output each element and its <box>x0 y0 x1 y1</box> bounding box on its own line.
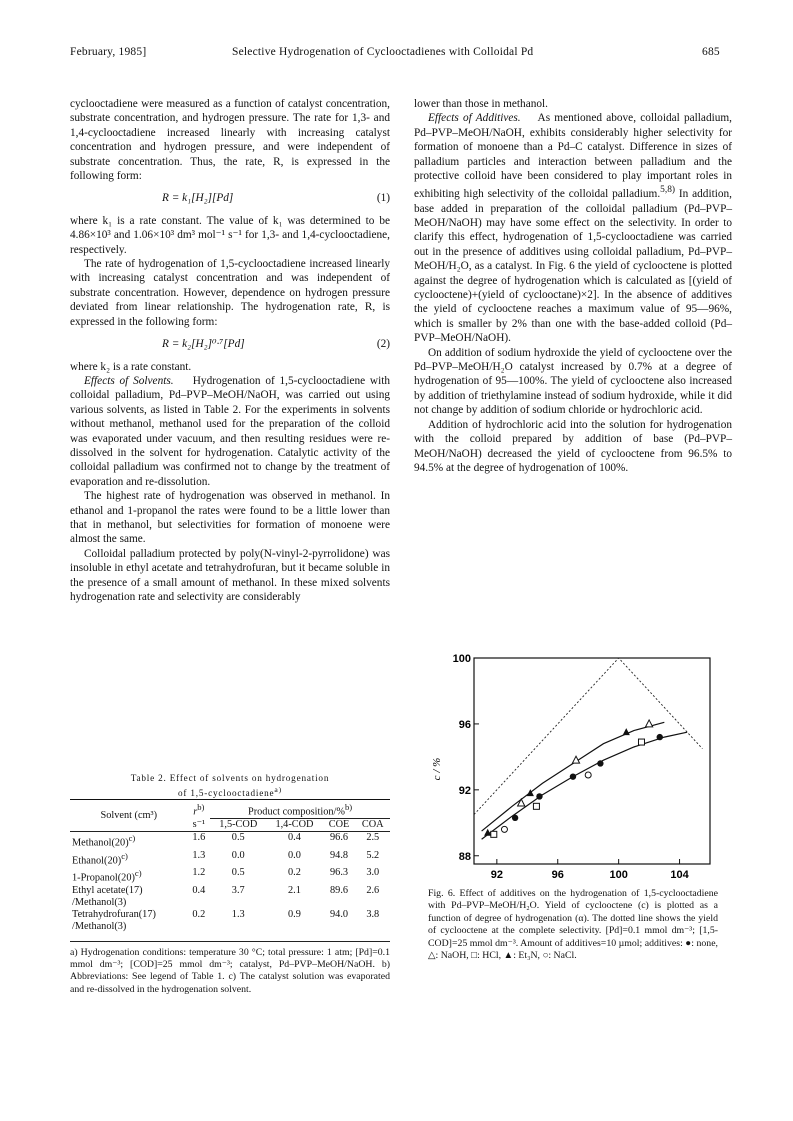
rate-cell <box>188 909 211 921</box>
coe-cell <box>323 897 356 909</box>
table-row <box>70 885 390 897</box>
header-rate <box>188 801 211 819</box>
solvent-cell <box>70 909 188 921</box>
reference-mark: 5,8) <box>660 185 676 196</box>
coa-cell-text: 3.8 <box>366 908 380 920</box>
y-tick-label: 100 <box>452 653 471 665</box>
rate-cell-text: 0.4 <box>192 884 206 896</box>
coa-cell-text: 2.5 <box>366 832 380 844</box>
solvent-cell-text: /Methanol(3) <box>72 896 127 908</box>
cod14-cell-text: 0.4 <box>288 832 301 844</box>
right-paragraph-2b-text: In addition, base added in preparation of the colloidal palladium (Pd–PVP–MeOH/NaOH) may have some effect on the selectivity. In order to clarify this effect, hydrogenation of 1,5-cyclooctadiene was carried out in the presence of additives using colloidal palladium, Pd–PVP–MeOH/H₂O, as a catalyst. In Fig. 6 the yield of cyclooctene is plotted against the degree of hydrogenation which is calculated as [(yield of cyclooctene)+(yield of cyclooctane)×2]. In the absence of additives the yield of cyclooctene reaches a maximum value of 95—96%, which is smaller by 2% than one with the base-added colloid (Pd–PVP–MeOH/NaOH). <box>414 188 732 345</box>
left-paragraph-5 <box>70 374 390 489</box>
table-row <box>70 867 390 884</box>
x-tick-label: 92 <box>490 869 503 881</box>
solvent-cell <box>70 921 188 933</box>
solvent-cell <box>70 867 188 884</box>
equation-1 <box>70 191 390 205</box>
table-row <box>70 921 390 933</box>
solvent-cell-text: Ethyl acetate(17) <box>72 884 143 896</box>
cod14-cell <box>266 850 322 867</box>
solvent-cell <box>70 897 188 909</box>
coa-cell-text: 5.2 <box>366 849 380 861</box>
cod15-cell-text: 0.0 <box>231 849 245 861</box>
data-point-filled-circle <box>512 815 518 821</box>
fit-curve <box>482 732 688 839</box>
coe-cell <box>323 885 356 897</box>
cod14-cell <box>266 897 322 909</box>
cod14-cell <box>266 909 322 921</box>
header-title: Selective Hydrogenation of Cyclooctadienes with Colloidal Pd <box>232 46 534 58</box>
cod15-cell <box>210 909 266 921</box>
coe-cell-text: 96.3 <box>330 867 349 879</box>
cod15-cell-text: 0.5 <box>231 867 245 879</box>
left-paragraph-1: cyclooctadiene were measured as a function of catalyst concentration, substrate concentration, and hydrogen pressure. The rate for 1,3- and 1,4-cyclooctadiene increased linearly with increasing catalyst concentration and hydrogen pressure, and were independent of substrate concentration. Thus, the rate, R, is expressed in the following form: <box>70 98 390 183</box>
data-point-open-square <box>533 803 539 809</box>
rate-cell <box>188 867 211 884</box>
solvent-cell-text: Tetrahydrofuran(17) <box>72 908 156 920</box>
plot-area <box>431 653 710 888</box>
x-tick-label: 104 <box>670 869 689 881</box>
solvent-cell <box>70 885 188 897</box>
data-point-open-square <box>491 831 497 837</box>
cod14-cell-text: 2.1 <box>288 884 301 896</box>
solvent-footnote-mark: c) <box>134 868 142 879</box>
y-tick-label: 96 <box>458 718 471 731</box>
cod14-cell <box>266 832 322 850</box>
header-col-4: COA <box>361 819 384 831</box>
rate-cell <box>188 921 211 933</box>
solvent-cell <box>70 850 188 867</box>
data-point-open-circle <box>501 826 507 832</box>
rate-cell-text: 0.2 <box>192 908 206 920</box>
header-rate-symbol: r <box>193 806 198 818</box>
header-product-footnote: b) <box>344 802 353 812</box>
header-rate-footnote: b) <box>197 802 205 812</box>
solvent-cell-text: Methanol(20) <box>72 837 129 849</box>
coe-cell-text: 94.8 <box>330 849 349 861</box>
y-tick-label: 92 <box>458 784 471 797</box>
rate-cell-text: 1.3 <box>192 849 206 861</box>
section-heading-additives: Effects of Additives. <box>428 112 521 125</box>
coa-cell <box>356 867 391 884</box>
coa-cell-text: 3.0 <box>366 867 380 879</box>
header-col-1: 1,5-COD <box>219 819 258 831</box>
table-title-line-1: Table 2. Effect of solvents on hydrogenation <box>130 773 330 783</box>
coe-cell <box>323 867 356 884</box>
coa-cell <box>356 832 391 850</box>
section-heading-solvents: Effects of Solvents. <box>84 374 174 387</box>
equation-1-expression: R = k₁[H₂][Pd] <box>162 192 234 205</box>
coe-cell <box>323 921 356 933</box>
equation-2-number: (2) <box>376 338 390 351</box>
table-header-row-1 <box>70 801 390 819</box>
cod14-cell <box>266 921 322 933</box>
table-top-rule <box>70 799 390 800</box>
left-paragraph-2: where k₁ is a rate constant. The value of k₁ was determined to be 4.86×10³ and 1.06×10³ dm³ mol⁻¹ s⁻¹ for 1,3- and 1,4-cyclooctadiene, respectively. <box>70 214 390 256</box>
header-col-2: 1,4-COD <box>275 819 314 831</box>
coe-cell <box>323 909 356 921</box>
header-date: February, 1985] <box>70 46 147 58</box>
data-point-filled-circle <box>597 760 603 766</box>
table-row <box>70 909 390 921</box>
header-unit: s⁻¹ <box>192 818 206 830</box>
cod15-cell <box>210 867 266 884</box>
coe-cell <box>323 850 356 867</box>
plot-frame <box>474 658 710 864</box>
rate-cell <box>188 832 211 850</box>
table-title-line-2-text: of 1,5-cyclooctadiene <box>178 788 275 799</box>
table-row <box>70 897 390 909</box>
data-point-filled-circle <box>536 793 542 799</box>
table-body <box>70 832 390 933</box>
left-paragraph-3: The rate of hydrogenation of 1,5-cyclooctadiene increased linearly with increasing catalyst concentration and was independent of substrate concentration. However, dependence on hydrogen pressure deviated from linear relationship. The hydrogenation rate, R, is expressed in the following form: <box>70 258 390 328</box>
cod14-cell-text: 0.0 <box>288 849 301 861</box>
cod15-cell-text: 1.3 <box>231 908 245 920</box>
y-tick-label: 88 <box>458 850 471 863</box>
rate-cell <box>188 897 211 909</box>
solvent-cell-text: /Methanol(3) <box>72 920 127 932</box>
figure-6-chart <box>418 648 718 888</box>
data-point-filled-circle <box>657 734 663 740</box>
cod15-cell <box>210 897 266 909</box>
equation-2-expression: R = k₂[H₂]⁰·⁷[Pd] <box>162 338 245 351</box>
data-point-open-square <box>638 739 644 745</box>
data-point-filled-circle <box>570 773 576 779</box>
rate-cell-text: 1.6 <box>192 832 206 844</box>
table-footnote: a) Hydrogenation conditions: temperature 30 °C; total pressure: 1 atm; [Pd]=0.1 mmol dm⁻³; [COD]=25 mmol dm⁻³; catalyst, Pd–PVP–MeOH/NaOH. b) Abbreviations: See legend of Table 1. c) The catalyst solution was evaporated and re-dissolved in the hydrogenation solvent. <box>70 947 390 995</box>
coe-cell-text: 89.6 <box>330 884 349 896</box>
cod14-cell-text: 0.9 <box>288 908 301 920</box>
data-point-open-circle <box>585 772 591 778</box>
cod15-cell <box>210 850 266 867</box>
header-product <box>210 801 390 819</box>
table-title <box>70 773 390 799</box>
solvent-cell <box>70 832 188 850</box>
data-point-filled-triangle <box>623 728 630 735</box>
table-row <box>70 850 390 867</box>
cod15-cell <box>210 832 266 850</box>
header-product-text: Product composition/% <box>248 806 345 818</box>
coa-cell <box>356 885 391 897</box>
solvent-cell-text: Ethanol(20) <box>72 855 122 867</box>
coa-cell <box>356 850 391 867</box>
cod15-cell <box>210 885 266 897</box>
coe-cell <box>323 832 356 850</box>
rate-cell-text: 1.2 <box>192 867 206 879</box>
x-tick-label: 100 <box>609 869 628 881</box>
x-tick-label: 96 <box>551 869 564 881</box>
cod14-cell-text: 0.2 <box>288 867 301 879</box>
coa-cell <box>356 909 391 921</box>
rate-cell <box>188 885 211 897</box>
data-point-open-triangle <box>645 720 652 727</box>
right-paragraph-3: On addition of sodium hydroxide the yield of cyclooctene over the Pd–PVP–MeOH/H₂O catalyst increased by 0.7% at a degree of hydrogenation of 95—100%. The yield of cyclooctene also increased by addition of triethylamine instead of sodium hydroxide, while it did not change by addition of sodium chloride or hydrochloric acid. <box>414 346 732 417</box>
left-paragraph-6: The highest rate of hydrogenation was observed in methanol. In ethanol and 1-propanol the rates were found to be a little lower than that in methanol, but selectivities for formation of monoene were almost the same. <box>70 490 390 546</box>
coa-cell <box>356 921 391 933</box>
coe-cell-text: 94.0 <box>330 908 349 920</box>
solvent-footnote-mark: c) <box>128 833 136 844</box>
solvent-footnote-mark: c) <box>121 850 128 861</box>
table-title-line-2 <box>70 784 390 799</box>
right-paragraph-1: lower than those in methanol. <box>414 98 548 110</box>
equation-1-number: (1) <box>376 192 390 205</box>
left-paragraph-4: where k₂ is a rate constant. <box>70 360 192 373</box>
solvent-table <box>70 801 390 933</box>
coe-cell-text: 96.6 <box>330 832 349 844</box>
figure-caption: Fig. 6. Effect of additives on the hydrogenation of 1,5-cyclooctadiene with Pd–PVP–MeOH/H₂O. Yield of cyclooctene (c) is plotted as a function of degree of hydrogenation (α). The dotted line shows the yield of cyclooctene at the complete selectivity. [Pd]=0.1 mmol dm⁻³; [1,5-COD]=25 mmol dm⁻³. Amount of additives=10 µmol; additives: ●: none, △: NaOH, □: HCl, ▲: Et₃N, ○: NaCl. <box>428 888 718 962</box>
cod15-cell-text: 0.5 <box>231 832 245 844</box>
cod14-cell <box>266 867 322 884</box>
right-paragraph-4: Addition of hydrochloric acid into the solution for hydrogenation with the colloid prepared by addition of base (Pd–PVP–MeOH/NaOH) decreased the yield of cyclooctene from 96.5% to 94.5% at the degree of hydrogenation of 100%. <box>414 418 732 474</box>
header-col-3: COE <box>328 819 350 831</box>
solvent-cell-text: 1-Propanol(20) <box>72 872 135 884</box>
header-solvent: Solvent (cm³) <box>100 810 158 822</box>
left-paragraph-5-text: Hydrogenation of 1,5-cyclooctadiene with colloidal palladium, Pd–PVP–MeOH/NaOH, was carried out using various solvents, as listed in Table 2. For the experiments in solvents without methanol, methanol used for the preparation of the colloid was evaporated under vacuum, and then resulting residues were re-dissolved in the solvent for hydrogenation. Catalytic activity of the colloidal palladium was confirmed not to change by the treatment of evaporation and re-dissolution. <box>70 374 391 488</box>
right-column <box>414 97 732 475</box>
cod14-cell <box>266 885 322 897</box>
coa-cell <box>356 897 391 909</box>
right-paragraph-2-text: As mentioned above, colloidal palladium, Pd–PVP–MeOH/NaOH, exhibits considerably higher selectivity for formation of monoene than a Pd–C catalyst. Difference in sizes of palladium particles and interaction between palladium and the protective colloid have been considered to play important roles in exhibiting high selectivity of the colloidal palladium. <box>414 112 732 201</box>
right-paragraph-2 <box>414 111 732 345</box>
page-number: 685 <box>702 46 720 58</box>
table-row <box>70 832 390 850</box>
rate-cell <box>188 850 211 867</box>
data-point-open-triangle <box>518 799 525 806</box>
y-axis-label: c / % <box>431 757 443 781</box>
left-paragraph-7: Colloidal palladium protected by poly(N-vinyl-2-pyrrolidone) was insoluble in ethyl acetate and tetrahydrofuran, but it became soluble in the presence of a small amount of methanol. In these mixed solvents hydrogenation rate and selectivity are considerably <box>70 547 390 603</box>
left-column <box>70 97 390 604</box>
table-bottom-rule <box>70 941 390 942</box>
table-title-footnote-mark: a) <box>274 785 282 794</box>
cod15-cell <box>210 921 266 933</box>
coa-cell-text: 2.6 <box>366 884 380 896</box>
cod15-cell-text: 3.7 <box>231 884 245 896</box>
equation-2 <box>70 337 390 351</box>
